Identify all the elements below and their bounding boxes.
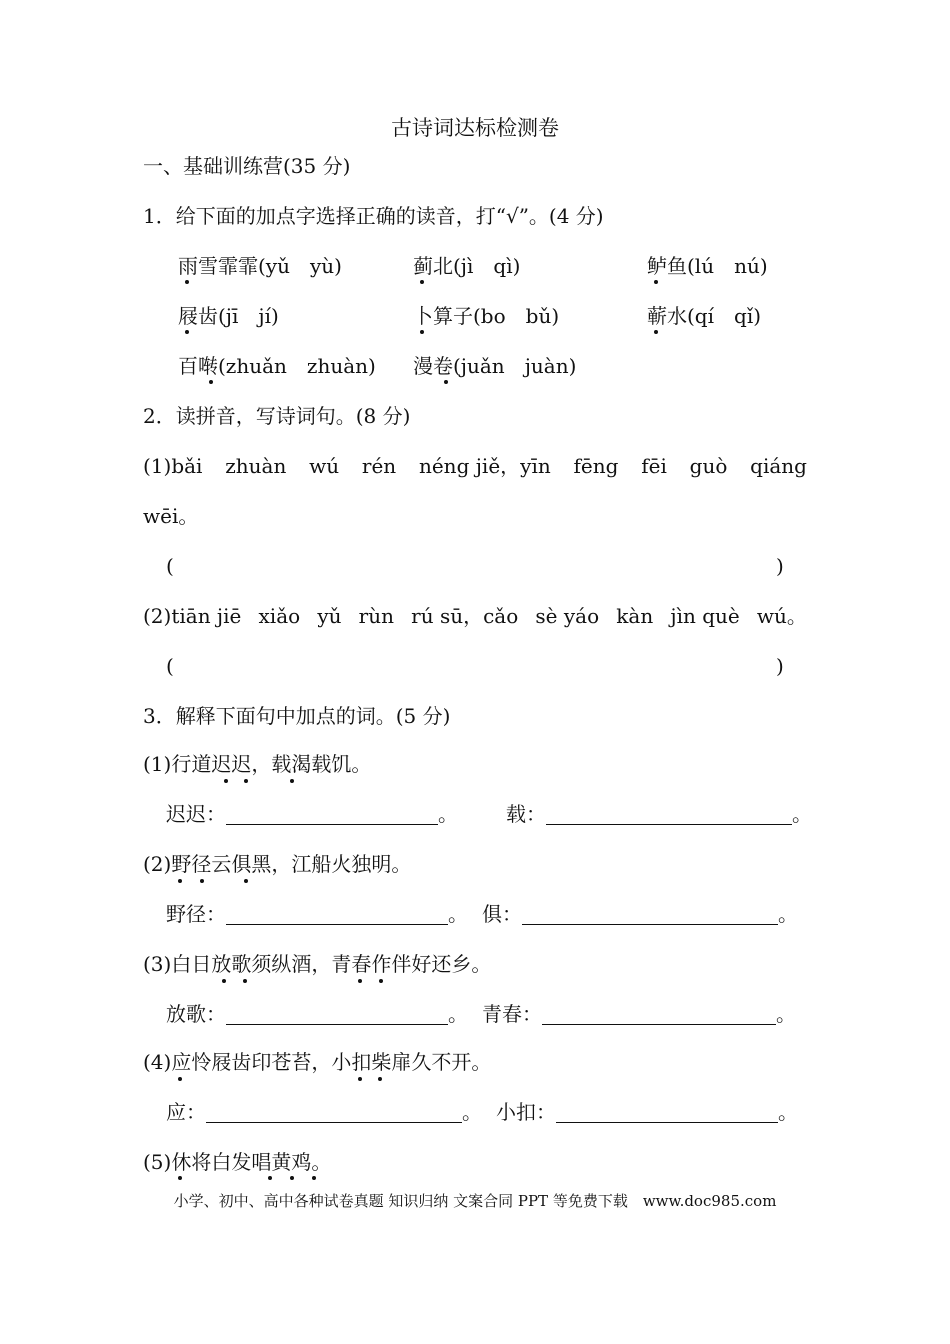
emphasis-dot [268,1176,272,1180]
q1-item-3 [647,252,768,280]
q1-item-7 [178,352,376,380]
emphasis-dot [290,779,294,783]
emphasis-dot [654,280,658,284]
term-label: 放歌： [166,1002,226,1026]
answer-blank[interactable] [226,902,448,925]
period: 。 [792,802,812,826]
pinyin-word: wú。 [756,604,807,628]
emphasis-dot [178,879,182,883]
answer-paren-close: ) [776,654,784,678]
answer-blank[interactable] [556,1100,778,1123]
pinyin-word: (1)bǎi [143,454,203,478]
period: 。 [448,902,468,926]
q1-item-3-text: 鲈鱼(lú [647,254,715,278]
pinyin-word: yǔ [317,604,342,628]
q3-answer-row-4 [166,1098,798,1126]
question-1-prompt: 1．给下面的加点字选择正确的读音，打“√”。(4 分) [143,204,604,228]
period: 。 [462,1100,482,1124]
pinyin-word: fēi [641,454,667,478]
q1-item-2-text: 蓟北(jì [413,254,474,278]
answer-blank[interactable] [546,802,792,825]
answer-paren-close: ) [776,554,784,578]
emphasis-dot [379,979,383,983]
q1-item-5-text: 卜算子(bo [413,304,506,328]
q3-sentence-5: (5)休将白发唱黄鸡。 [143,1150,332,1174]
emphasis-dot [358,979,362,983]
pinyin-word: (2)tiān jiē [143,604,242,628]
pinyin-word: néng jiě，yīn [418,454,551,478]
pinyin-word: guò [689,454,728,478]
emphasis-dot [222,979,226,983]
pinyin-word: kàn [616,604,654,628]
period: 。 [438,802,458,826]
page-title: 古诗词达标检测卷 [391,116,559,140]
answer-blank[interactable] [226,802,438,825]
pinyin-word: xiǎo [258,604,301,628]
section-heading: 一、基础训练营(35 分) [143,154,351,178]
emphasis-dot [420,330,424,334]
emphasis-dot [178,1176,182,1180]
term-label: 小扣： [496,1100,556,1124]
q1-item-3-option: nú) [734,254,768,278]
emphasis-dot [654,330,658,334]
emphasis-dot [185,280,189,284]
emphasis-dot [290,1176,294,1180]
emphasis-dot [178,1077,182,1081]
q3-sentence-3: (3)白日放歌须纵酒，青春作伴好还乡。 [143,952,492,976]
question-2-prompt: 2．读拼音，写诗词句。(8 分) [143,404,411,428]
period: 。 [778,1100,798,1124]
q1-item-7-option: zhuàn) [306,354,376,378]
q1-item-2-option: qì) [493,254,521,278]
q1-item-2 [413,252,520,280]
term-label: 应： [166,1100,206,1124]
answer-blank[interactable] [542,1002,776,1025]
q1-item-5-option: bǔ) [525,304,560,328]
emphasis-dot [244,879,248,883]
q1-item-8 [413,352,576,380]
q2-pinyin-line-2 [143,602,807,630]
q3-sentence-2: (2)野径云俱黑，江船火独明。 [143,852,412,876]
q3-sentence-4: (4)应怜屐齿印苍苔，小扣柴扉久不开。 [143,1050,492,1074]
pinyin-word: qiáng [750,454,807,478]
period: 。 [778,902,798,926]
footer-text: 小学、初中、高中各种试卷真题 知识归纳 文案合同 PPT 等免费下载 www.doc985.com [173,1192,777,1210]
emphasis-dot [244,779,248,783]
q1-item-1-option: yù) [309,254,342,278]
answer-paren-open: ( [166,554,174,578]
answer-paren-open: ( [166,654,174,678]
q1-item-7-text: 百啭(zhuǎn [178,354,287,378]
emphasis-dot [243,979,247,983]
emphasis-dot [358,1077,362,1081]
period: 。 [448,1002,468,1026]
period: 。 [776,1002,796,1026]
q3-answer-row-1 [166,800,812,828]
q1-item-6-option: qǐ) [734,304,762,328]
emphasis-dot [185,330,189,334]
term-label: 青春： [482,1002,542,1026]
pinyin-word: rùn [358,604,394,628]
q3-answer-row-2 [166,900,798,928]
term-label: 野径： [166,902,226,926]
pinyin-word: wú [309,454,340,478]
term-label: 俱： [482,902,522,926]
q2-pinyin-line-1 [143,452,807,480]
q1-item-6-text: 蕲水(qí [647,304,715,328]
answer-blank[interactable] [206,1100,462,1123]
term-label: 迟迟： [166,802,226,826]
emphasis-dot [200,879,204,883]
q1-item-4-option: jí) [258,304,279,328]
emphasis-dot [209,380,213,384]
pinyin-word: rén [361,454,397,478]
q2-pinyin-line-1-cont: wēi。 [143,504,199,528]
pinyin-word: zhuàn [225,454,287,478]
q1-item-8-option: juàn) [524,354,577,378]
answer-blank[interactable] [522,902,778,925]
answer-blank[interactable] [226,1002,448,1025]
q1-item-6 [647,302,761,330]
pinyin-word: sè yáo [535,604,600,628]
pinyin-word: rú sū，cǎo [411,604,519,628]
emphasis-dot [312,1176,316,1180]
q1-item-1 [178,252,342,280]
q1-item-8-text: 漫卷(juǎn [413,354,505,378]
term-label: 载： [506,802,546,826]
q3-answer-row-3 [166,1000,796,1028]
q1-item-1-text: 雨雪霏霏(yǔ [178,254,290,278]
pinyin-word: fēng [573,454,619,478]
q3-sentence-1: (1)行道迟迟，载渴载饥。 [143,752,372,776]
emphasis-dot [378,1077,382,1081]
emphasis-dot [444,380,448,384]
q1-item-4-text: 屐齿(jī [178,304,239,328]
question-3-prompt: 3．解释下面句中加点的词。(5 分) [143,704,451,728]
emphasis-dot [420,280,424,284]
pinyin-word: jìn què [670,604,740,628]
emphasis-dot [224,779,228,783]
q1-item-5 [413,302,559,330]
q1-item-4 [178,302,279,330]
